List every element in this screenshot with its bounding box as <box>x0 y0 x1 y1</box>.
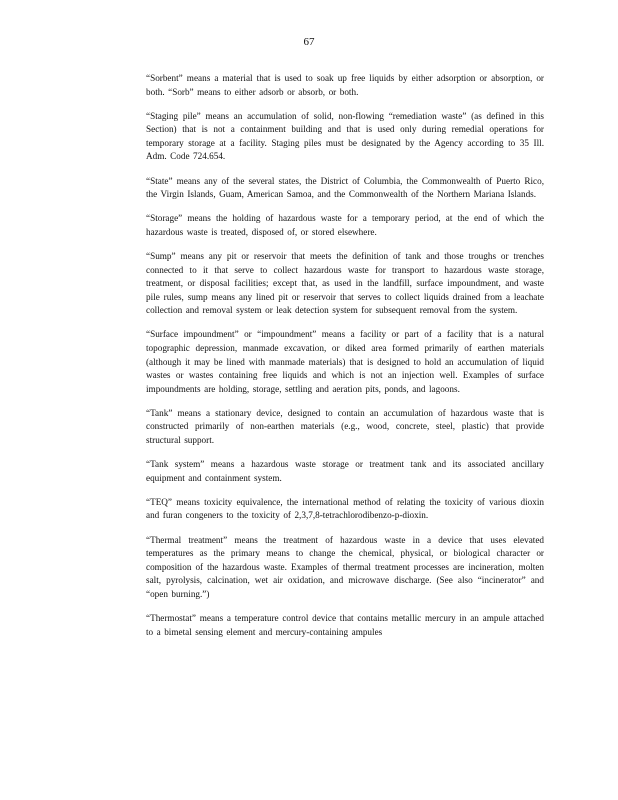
definition-teq: “TEQ” means toxicity equivalence, the international method of relating the toxicity of various dioxin and furan congeners to the toxicity of 2,3,7,8-tetrachlorodibenzo-p-dioxin. <box>146 496 544 521</box>
definition-state: “State” means any of the several states, the District of Columbia, the Commonwealth of Puerto Rico, the Virgin Islands, Guam, American Samoa, and the Commonwealth of the Northern Mariana Islands. <box>146 175 544 200</box>
page-number: 67 <box>303 36 315 48</box>
definition-thermostat: “Thermostat” means a temperature control device that contains metallic mercury in an ampule attached to a bimetal sensing element and mercury-containing ampules <box>146 613 544 637</box>
definition-thermal-treatment: “Thermal treatment” means the treatment of hazardous waste in a device that uses elevated temperatures as the primary means to change the chemical, physical, or biological character or composition of the hazardous waste. Examples of thermal treatment processes are incineration, molten salt, pyrolysis, calcination, wet air oxidation, and microwave discharge. (See also “incinerator” and “open burning.”) <box>146 534 544 599</box>
definition-surface-impoundment: “Surface impoundment” or “impoundment” means a facility or part of a facility that is a natural topographic depression, manmade excavation, or diked area formed primarily of earthen materials (although it may be lined with manmade materials) that is designed to hold an accumulation of liquid wastes or wastes containing free liquids and which is not an injection well. Examples of surface impoundments are holding, storage, settling and aeration pits, ponds, and lagoons. <box>146 329 544 394</box>
definition-tank: “Tank” means a stationary device, designed to contain an accumulation of hazardous waste that is constructed primarily of non-earthen materials (e.g., wood, concrete, steel, plastic) that provide structural support. <box>146 407 544 446</box>
definition-sorbent: “Sorbent” means a material that is used to soak up free liquids by either adsorption or absorption, or both. “Sorb” means to either adsorb or absorb, or both. <box>146 73 544 97</box>
definitions-list <box>146 72 544 650</box>
definition-tank-system: “Tank system” means a hazardous waste storage or treatment tank and its associated ancillary equipment and containment system. <box>146 459 544 483</box>
definition-staging-pile: “Staging pile” means an accumulation of solid, non-flowing “remediation waste” (as defined in this Section) that is not a containment building and that is used only during remedial operations for temporary storage at a facility. Staging piles must be designated by the Agency according to 35 Ill. Adm. Code 724.654. <box>146 110 544 162</box>
definition-sump: “Sump” means any pit or reservoir that meets the definition of tank and those troughs or trenches connected to it that serve to collect hazardous waste for transport to hazardous waste storage, treatment, or disposal facilities; except that, as used in the landfill, surface impoundment, and waste pile rules, sump means any lined pit or reservoir that serves to collect liquids drained from a leachate collection and removal system or leak detection system for subsequent removal from the system. <box>146 250 544 316</box>
definition-storage: “Storage” means the holding of hazardous waste for a temporary period, at the end of which the hazardous waste is treated, disposed of, or stored elsewhere. <box>146 213 544 237</box>
